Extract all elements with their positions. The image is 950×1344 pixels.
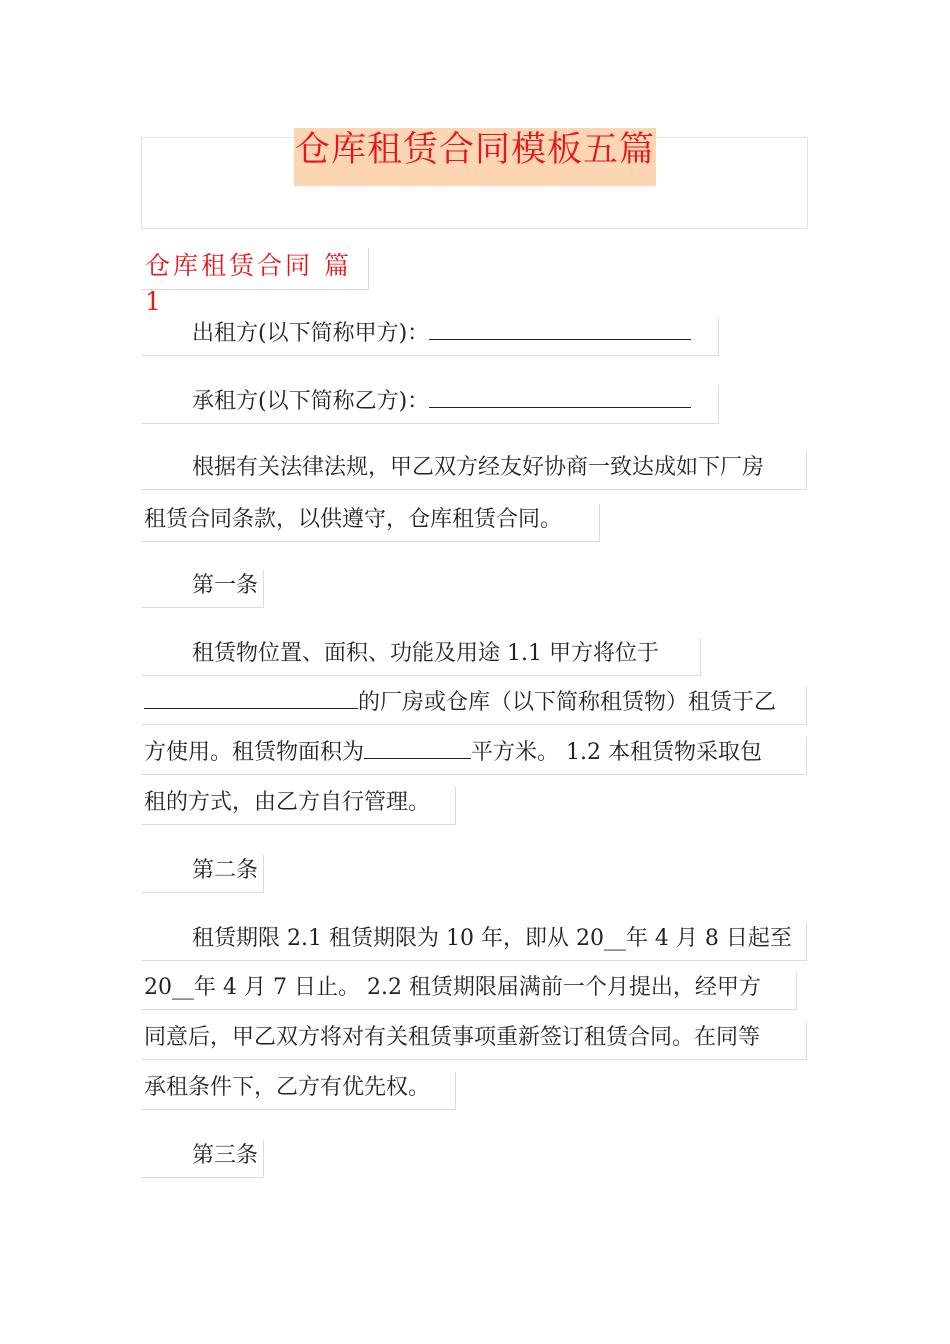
article-1-line-3 <box>141 737 807 775</box>
article-1-line-2 <box>141 687 807 725</box>
lessee-blank <box>429 407 691 408</box>
section-heading: 仓库租赁合同 篇1 <box>141 248 369 290</box>
article-2-line-4: 承租条件下，乙方有优先权。 <box>141 1072 456 1110</box>
article-2-line-2: 20__年 4 月 7 日止。 2.2 租赁期限届满前一个月提出，经甲方 <box>141 972 797 1010</box>
lessee-label: 承租方(以下简称乙方)： <box>192 389 430 414</box>
article-1-line-2-text: 的厂房或仓库（以下简称租赁物）租赁于乙 <box>358 690 777 715</box>
lessee-line <box>141 386 719 424</box>
lessor-label: 出租方(以下简称甲方)： <box>192 321 430 346</box>
article-2-line-3: 同意后，甲乙双方将对有关租赁事项重新签订租赁合同。在同等 <box>141 1022 807 1060</box>
lessor-line <box>141 318 719 356</box>
document-title: 仓库租赁合同模板五篇 <box>294 128 656 186</box>
article-1-line-3-text-b: 平方米。 1.2 本租赁物采取包 <box>471 740 762 765</box>
article-2-line-1: 租赁期限 2.1 租赁期限为 10 年，即从 20__年 4 月 8 日起至 <box>141 923 807 961</box>
article-1-title: 第一条 <box>141 570 264 608</box>
intro-line-1: 根据有关法律法规，甲乙双方经友好协商一致达成如下厂房 <box>141 452 807 490</box>
article-2-title: 第二条 <box>141 855 264 893</box>
location-blank <box>144 708 358 709</box>
article-3-title: 第三条 <box>141 1140 264 1178</box>
lessor-blank <box>429 339 691 340</box>
article-1-line-1: 租赁物位置、面积、功能及用途 1.1 甲方将位于 <box>141 638 701 676</box>
intro-line-2: 租赁合同条款，以供遵守，仓库租赁合同。 <box>141 504 600 542</box>
article-1-line-4: 租的方式，由乙方自行管理。 <box>141 787 456 825</box>
area-blank <box>364 758 471 759</box>
article-1-line-3-text-a: 方使用。租赁物面积为 <box>144 740 365 765</box>
